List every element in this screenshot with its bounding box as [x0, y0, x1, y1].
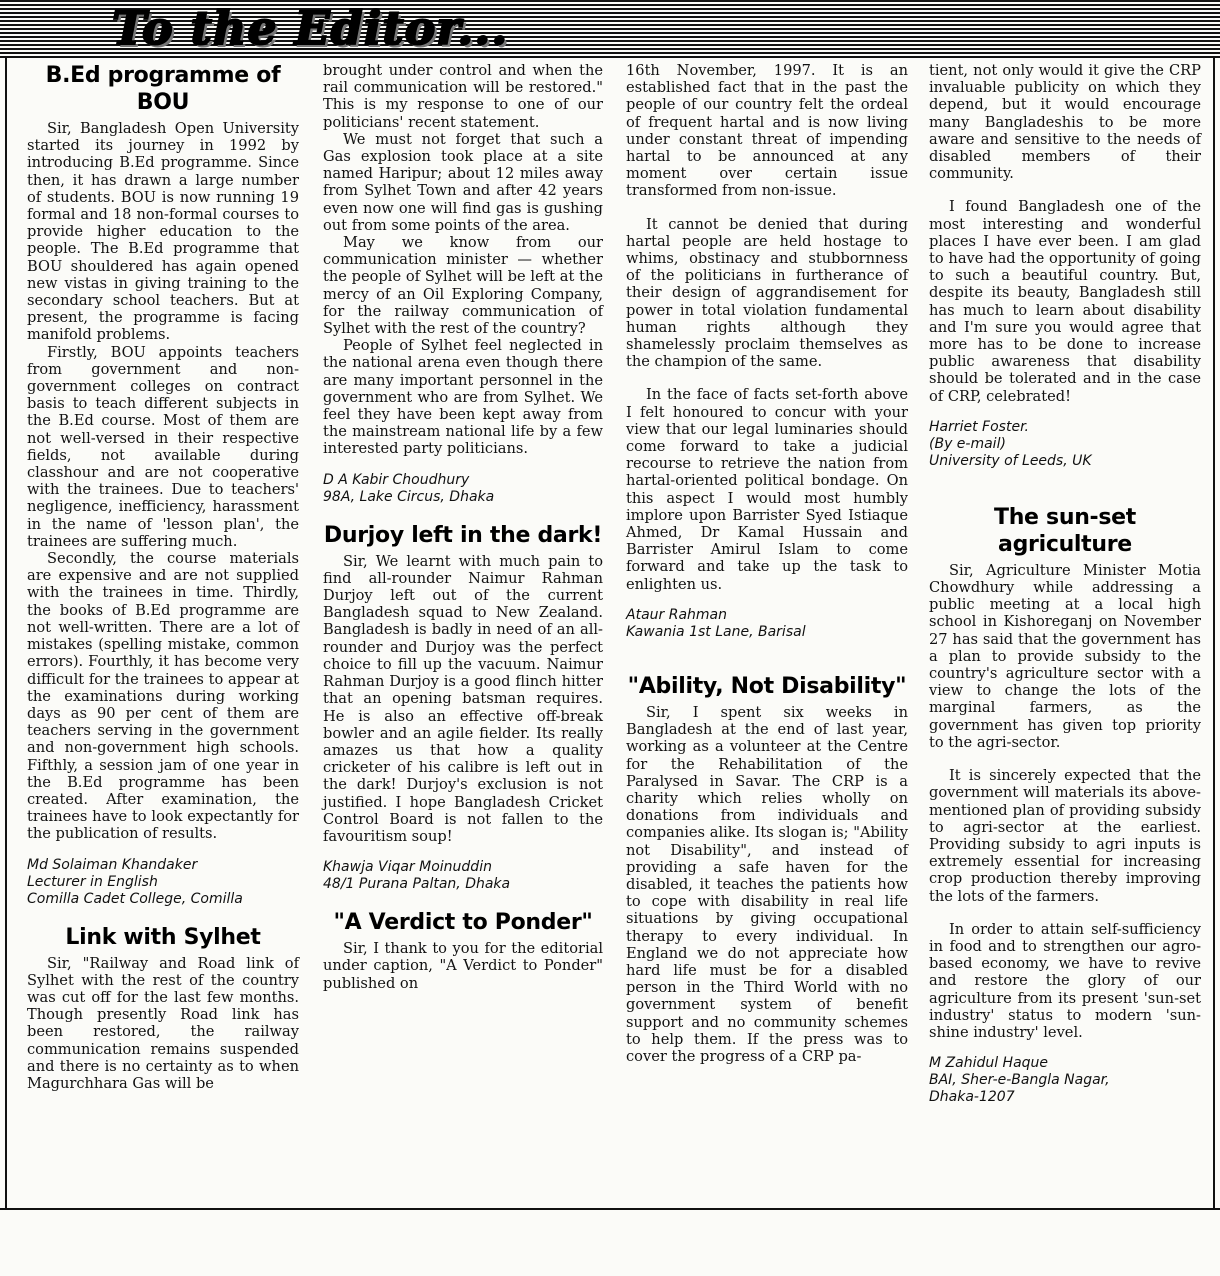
headline-sunset: The sun-set agriculture: [993, 504, 1137, 557]
paragraph: I found Bangladesh one of the most interesting and wonderful places I have ever been. I am glad to have had the opportunity of going to such a beautiful country. But, despite its beauty, Bangladesh still has much to learn about disability and I'm sure you would agree that more has to be done to increase public awareness that disability should be tolerated and in the case of CRP, celebrated!: [929, 198, 1201, 405]
paragraph: Firstly, BOU appoints teachers from government and non-government colleges on contract basis to teach different subjects in the B.Ed course. Most of them are not well-versed in their respective fields, not available during classhour and are not cooperative with the trainees. Due to teachers' negligence, inefficiency, harassment in the name of 'lesson plan', the trainees are suffering much.: [27, 343, 299, 550]
signature-address: BAI, Sher-e-Bangla Nagar,: [929, 1072, 1110, 1089]
paragraph: Sir, We learnt with much pain to find all-rounder Naimur Rahman Durjoy left out of the current Bangladesh squad to New Zealand. Bangladesh is badly in need of an all-rounder and Durjoy was the perfect choice to fill up the vacuum. Naimur Rahman Durjoy is a good flinch hitter that an opening batsman requires. He is also an effective off-break bowler and an agile fielder. Its really amazes us that how a quality cricketer of his calibre is left out in the dark! Durjoy's exclusion is not justified. I hope Bangladesh Cricket Control Board is not fallen to the favouritism soup!: [323, 552, 603, 845]
headline-ability: "Ability, Not Disability": [627, 673, 907, 699]
paragraph: brought under control and when the rail communication will be restored." This is my response to one of our politicians' recent statement.: [323, 62, 603, 131]
signature-address: Kawania 1st Lane, Barisal: [626, 623, 806, 640]
left-border-rule: [5, 58, 7, 1208]
paragraph: Sir, Agriculture Minister Motia Chowdhury while addressing a public meeting at a local high school in Kishoreganj on November 27 has said that the government has a plan to provide subsidy to the country's agriculture sector with a view to change the lots of the marginal farmers, as the government has given top priority to the agri-sector.: [929, 561, 1201, 751]
signature-city: Dhaka-1207: [929, 1089, 1015, 1106]
signature-address: Comilla Cadet College, Comilla: [27, 890, 243, 907]
paragraph: 16th November, 1997. It is an established fact that in the past the people of our country felt the ordeal of frequent hartal and is now living under constant threat of impending hartal to be announced at any moment over certain issue transformed from non-issue.: [626, 62, 908, 200]
letter-sylhet-continued: [323, 62, 603, 506]
paragraph: Sir, I spent six weeks in Bangladesh at the end of last year, working as a volunteer at the Centre for the Rehabilitation of the Paralysed in Savar. The CRP is a charity which relies wholly on donations from individuals and companies alike. Its slogan is; "Ability not Disability", and instead of providing a safe haven for the disabled, it teaches the patients how to cope with disability in real life situations by giving occupational therapy to every individual. In England we do not appreciate how hard life must be for a disabled person in the Third World with no government system of benefit support and no community schemes to help them. If the press was to cover the progress of a CRP pa-: [626, 703, 908, 1065]
signature-name: Ataur Rahman: [626, 606, 727, 623]
paragraph: It is sincerely expected that the government will materials its above-mentioned plan of providing subsidy to agri-sector at the earliest. Providing subsidy to agri inputs is extremely essential for increasing crop production thereby improving the lots of the farmers.: [929, 767, 1201, 905]
paragraph: People of Sylhet feel neglected in the national arena even though there are many important personnel in the government who are from Sylhet. We feel they have been kept away from the mainstream national life by a few interested party politicians.: [323, 337, 603, 458]
signature-bou: [27, 857, 299, 908]
letter-durjoy: [323, 522, 603, 893]
section-title: To the Editor...: [112, 1, 509, 55]
signature-address: University of Leeds, UK: [929, 452, 1092, 469]
paragraph: It cannot be denied that during hartal people are held hostage to whims, obstinacy and stubbornness of the politicians in furtherance of their design of aggrandisement for power in total violation fundamental human rights although they shamelessly proclaim themselves as the champion of the same.: [626, 215, 908, 371]
signature-name: Harriet Foster.: [929, 418, 1029, 435]
column-2: [323, 62, 603, 992]
signature-sunset: [929, 1055, 1201, 1106]
letter-verdict-continued: [626, 62, 908, 641]
letter-sunset: [929, 504, 1201, 1106]
signature-durjoy: [323, 859, 603, 893]
signature-sylhet: [323, 472, 603, 506]
letter-sylhet: [27, 924, 299, 1093]
header-banner: [0, 0, 1220, 58]
signature-verdict: [626, 607, 908, 641]
signature-title: Lecturer in English: [27, 873, 158, 890]
column-3: [626, 62, 908, 1065]
signature-address: 48/1 Purana Paltan, Dhaka: [323, 876, 511, 893]
letter-verdict: [323, 909, 603, 992]
signature-name: M Zahidul Haque: [929, 1055, 1049, 1072]
paragraph: Secondly, the course materials are expensive and are not supplied with the trainees in time. Thirdly, the books of B.Ed programme are not well-written. There are a lot of mistakes (spelling mistake, common errors). Fourthly, it has become very difficult for the trainees to appear at the examinations during working days as 90 per cent of them are teachers serving in the government and non-government high schools. Fifthly, a session jam of one year in the B.Ed programme has been created. After examination, the trainees have to look expectantly for the publication of results.: [27, 550, 299, 843]
headline-bou: B.Ed programme of BOU: [45, 63, 281, 115]
signature-name: Khawja Viqar Moinuddin: [323, 859, 492, 876]
signature-name: D A Kabir Choudhury: [323, 471, 470, 488]
paragraph: May we know from our communication minister — whether the people of Sylhet will be left at the mercy of an Oil Exploring Company, for the railway communication of Sylhet with the rest of the country?: [323, 234, 603, 338]
paragraph: In order to attain self-sufficiency in food and to strengthen our agro-based economy, we have to revive and restore the glory of our agriculture from its present 'sun-set industry' status to modern 'sun-shine industry' level.: [929, 920, 1201, 1041]
signature-address: 98A, Lake Circus, Dhaka: [323, 488, 495, 505]
bottom-border-rule: [0, 1208, 1220, 1210]
paragraph: Sir, Bangladesh Open University started its journey in 1992 by introducing B.Ed programme. Since then, it has drawn a large number of students. BOU is now running 19 formal and 18 non-formal courses to provide higher education to the people. The B.Ed programme that BOU shouldered has again opened new vistas in giving training to the secondary school teachers. But at present, the programme is facing manifold problems.: [27, 120, 299, 344]
letter-ability: [626, 673, 908, 1065]
headline-sylhet: Link with Sylhet: [65, 924, 261, 950]
signature-name: Md Solaiman Khandaker: [27, 856, 198, 873]
column-1: [27, 62, 299, 1092]
paragraph: tient, not only would it give the CRP invaluable publicity on which they depend, but it would encourage many Bangladeshis to be more aware and sensitive to the needs of disabled members of their community.: [929, 62, 1201, 183]
headline-verdict: "A Verdict to Ponder": [333, 910, 593, 936]
right-border-rule: [1213, 58, 1215, 1208]
column-4: [929, 62, 1201, 1106]
paragraph: Sir, I thank to you for the editorial under caption, "A Verdict to Ponder" published on: [323, 940, 603, 992]
paragraph: Sir, "Railway and Road link of Sylhet with the rest of the country was cut off for the last few months. Though presently Road link has been restored, the railway communication remains suspended and there is no certainty as to when Magurchhara Gas will be: [27, 954, 299, 1092]
signature-ability: [929, 419, 1201, 470]
paragraph: In the face of facts set-forth above I felt honoured to concur with your view that our legal luminaries should come forward to take a judicial recourse to retrieve the nation from hartal-oriented political bondage. On this aspect I would most humbly implore upon Barrister Syed Istiaque Ahmed, Dr Kamal Hussain and Barrister Amirul Islam to come forward and take up the task to enlighten us.: [626, 386, 908, 593]
signature-note: (By e-mail): [929, 435, 1006, 452]
headline-durjoy: Durjoy left in the dark!: [323, 522, 603, 548]
paragraph: We must not forget that such a Gas explosion took place at a site named Haripur; about 12 miles away from Sylhet Town and after 42 years even now one will find gas is gushing out from some points of the area.: [323, 130, 603, 234]
letter-bou: [27, 62, 299, 908]
letter-ability-continued: [929, 62, 1201, 470]
